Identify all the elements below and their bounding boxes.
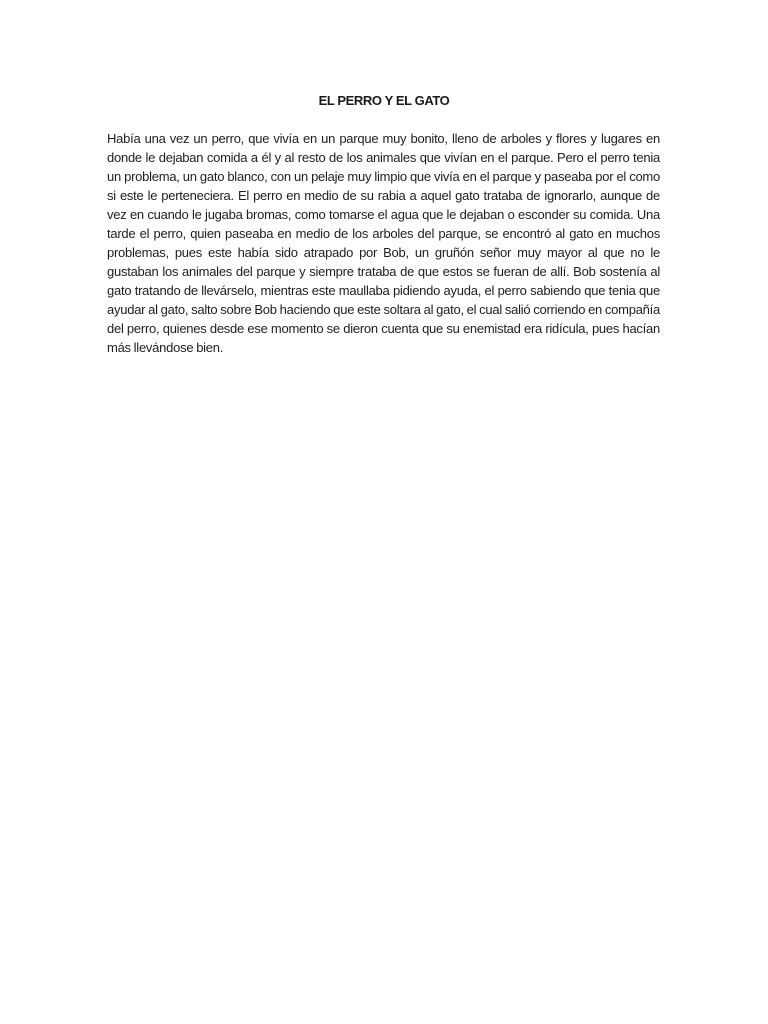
story-paragraph: Había una vez un perro, que vivía en un parque muy bonito, lleno de arboles y flores y lugares en donde le dejaban comida a él y al resto de los animales que vivían en el parque. Pero el perro tenia un problema, un gato blanco, con un pelaje muy limpio que vivía en el parque y paseaba por el como si este le perteneciera. El perro en medio de su rabia a aquel gato trataba de ignorarlo, aunque de vez en cuando le jugaba bromas, como tomarse el agua que le dejaban o esconder su comida. Una tarde el perro, quien paseaba en medio de los arboles del parque, se encontró al gato en muchos problemas, pues este había sido atrapado por Bob, un gruñón señor muy mayor al que no le gustaban los animales del parque y siempre trataba de que estos se fueran de allí. Bob sostenía al gato tratando de llevárselo, mientras este maullaba pidiendo ayuda, el perro sabiendo que tenia que ayudar al gato, salto sobre Bob haciendo que este soltara al gato, el cual salió corriendo en compañía del perro, quienes desde ese momento se dieron cuenta que su enemistad era ridícula, pues hacían más llevándose bien. [107, 131, 660, 355]
document-title: EL PERRO Y EL GATO [318, 93, 450, 108]
